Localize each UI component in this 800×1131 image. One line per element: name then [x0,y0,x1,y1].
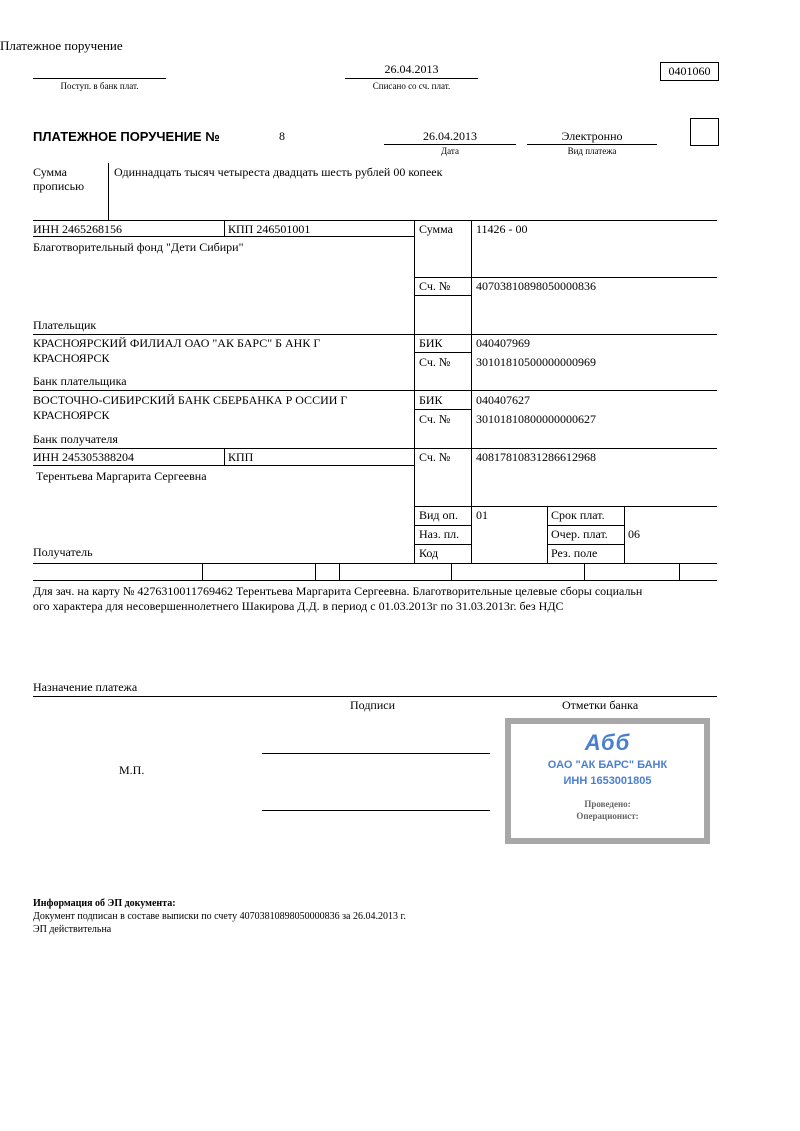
term-label: Срок плат. [551,508,605,522]
e-signature-line-1: Документ подписан в составе выписки по счету 40703810898050000836 за 26.04.2013 г. [33,911,406,922]
status-box [690,118,719,146]
order-number: 8 [279,129,285,143]
payee-name: Терентьева Маргарита Сергеевна [36,469,207,483]
amount-words-value: Одиннадцать тысяч четыреста двадцать шесть рублей 00 копеек [114,165,443,179]
document-title: Платежное поручение [0,38,123,53]
payment-type-line [527,144,657,145]
payer-label: Плательщик [33,318,97,332]
payer-kpp: КПП 246501001 [228,222,311,236]
received-label: Поступ. в банк плат. [60,81,139,91]
grid-line [547,544,624,545]
grid-line [33,448,717,449]
grid-line [33,580,717,581]
signatures-label: Подписи [350,698,396,712]
debited-label: Списано со сч. плат. [372,81,451,91]
payee-bank-bik: 040407627 [476,393,530,407]
stamp-processed: Проведено: [584,799,631,809]
amount-words-label-2: прописью [33,179,85,193]
grid-line [414,544,471,545]
grid-line [414,506,717,507]
purpose-line-1: Для зач. на карту № 4276310011769462 Терентьева Маргарита Сергеевна. Благотворительные целевые сборы социальн [33,584,643,598]
priority-label: Очер. плат. [551,527,608,541]
grid-line [33,334,717,335]
payer-bank-bik-label: БИК [419,336,443,350]
sum-value: 11426 - 00 [476,222,528,236]
order-date-label: Дата [441,146,459,156]
seal-label: М.П. [119,763,145,777]
payer-bank-name-1: КРАСНОЯРСКИЙ ФИЛИАЛ ОАО "АК БАРС" Б АНК Г [33,336,321,350]
e-signature-line-2: ЭП действительна [33,924,112,935]
payee-bank-label: Банк получателя [33,432,118,446]
payee-bank-account: 30101810800000000627 [476,412,596,426]
payer-bank-label: Банк плательщика [33,374,127,388]
purpose-label: Назначение платежа [33,680,138,694]
grid-line [414,295,471,296]
received-line [33,78,166,79]
grid-line [414,277,717,278]
payer-name: Благотворительный фонд "Дети Сибири" [33,240,244,254]
payer-account: 40703810898050000836 [476,279,596,293]
op-type-value: 01 [476,508,488,522]
grid-line [202,563,203,580]
payee-account-label: Сч. № [419,450,451,464]
order-date: 26.04.2013 [423,129,477,143]
grid-line [471,220,472,563]
grid-line [624,506,625,563]
grid-line [414,409,471,410]
grid-line [33,220,717,221]
code-label: Код [419,546,439,560]
payee-account: 40817810831286612968 [476,450,596,464]
grid-line [451,563,452,580]
grid-line [224,448,225,465]
bank-logo-icon: Абб [584,730,631,755]
signature-line-1 [262,753,490,754]
sum-label: Сумма [419,222,453,236]
debited-date: 26.04.2013 [384,62,439,76]
grid-line [414,220,415,563]
stamp-operator: Операционист: [576,811,639,821]
payee-inn: ИНН 245305388204 [33,450,134,464]
payee-kpp: КПП [228,450,254,464]
purpose-line-2: ого характера для несовершеннолетнего Шакирова Д.Д. в период с 01.03.2013г по 31.03.2013г. без НДС [33,599,564,613]
bank-stamp [505,718,710,844]
grid-line [584,563,585,580]
grid-line [33,465,414,466]
signature-line-2 [262,810,490,811]
payee-label: Получатель [33,545,93,559]
payee-bank-account-label: Сч. № [419,412,451,426]
payer-bank-account: 30101810500000000969 [476,355,596,369]
form-code: 0401060 [660,62,719,81]
bank-marks-label: Отметки банка [562,698,639,712]
priority-value: 06 [628,527,640,541]
payer-bank-account-label: Сч. № [419,355,451,369]
grid-line [414,352,471,353]
grid-line [547,506,548,563]
purpose-code-label: Наз. пл. [419,527,460,541]
payee-bank-bik-label: БИК [419,393,443,407]
grid-line [679,563,680,580]
amount-words-label-1: Сумма [33,165,67,179]
stamp-inn: ИНН 1653001805 [563,775,652,787]
grid-line [33,563,717,564]
grid-line [547,525,624,526]
purpose-bottom-line [33,696,717,697]
op-type-label: Вид оп. [419,508,458,522]
payment-type-label: Вид платежа [567,146,617,156]
grid-line [414,525,471,526]
order-date-line [384,144,516,145]
payer-bank-bik: 040407969 [476,336,530,350]
payer-bank-name-2: КРАСНОЯРСК [33,351,110,365]
payee-bank-name-1: ВОСТОЧНО-СИБИРСКИЙ БАНК СБЕРБАНКА Р ОССИИ Г [33,393,348,407]
payer-inn: ИНН 2465268156 [33,222,122,236]
grid-line [339,563,340,580]
stamp-bank-name: ОАО "АК БАРС" БАНК [547,759,668,771]
reserve-label: Рез. поле [551,546,598,560]
debited-line [345,78,478,79]
grid-line [224,220,225,236]
order-title: ПЛАТЕЖНОЕ ПОРУЧЕНИЕ № [33,129,220,144]
grid-line [315,563,316,580]
payment-type: Электронно [561,129,623,143]
grid-line [33,390,717,391]
e-signature-title: Информация об ЭП документа: [33,898,176,909]
amount-words-divider [108,163,109,220]
payer-account-label: Сч. № [419,279,451,293]
payee-bank-name-2: КРАСНОЯРСК [33,408,110,422]
